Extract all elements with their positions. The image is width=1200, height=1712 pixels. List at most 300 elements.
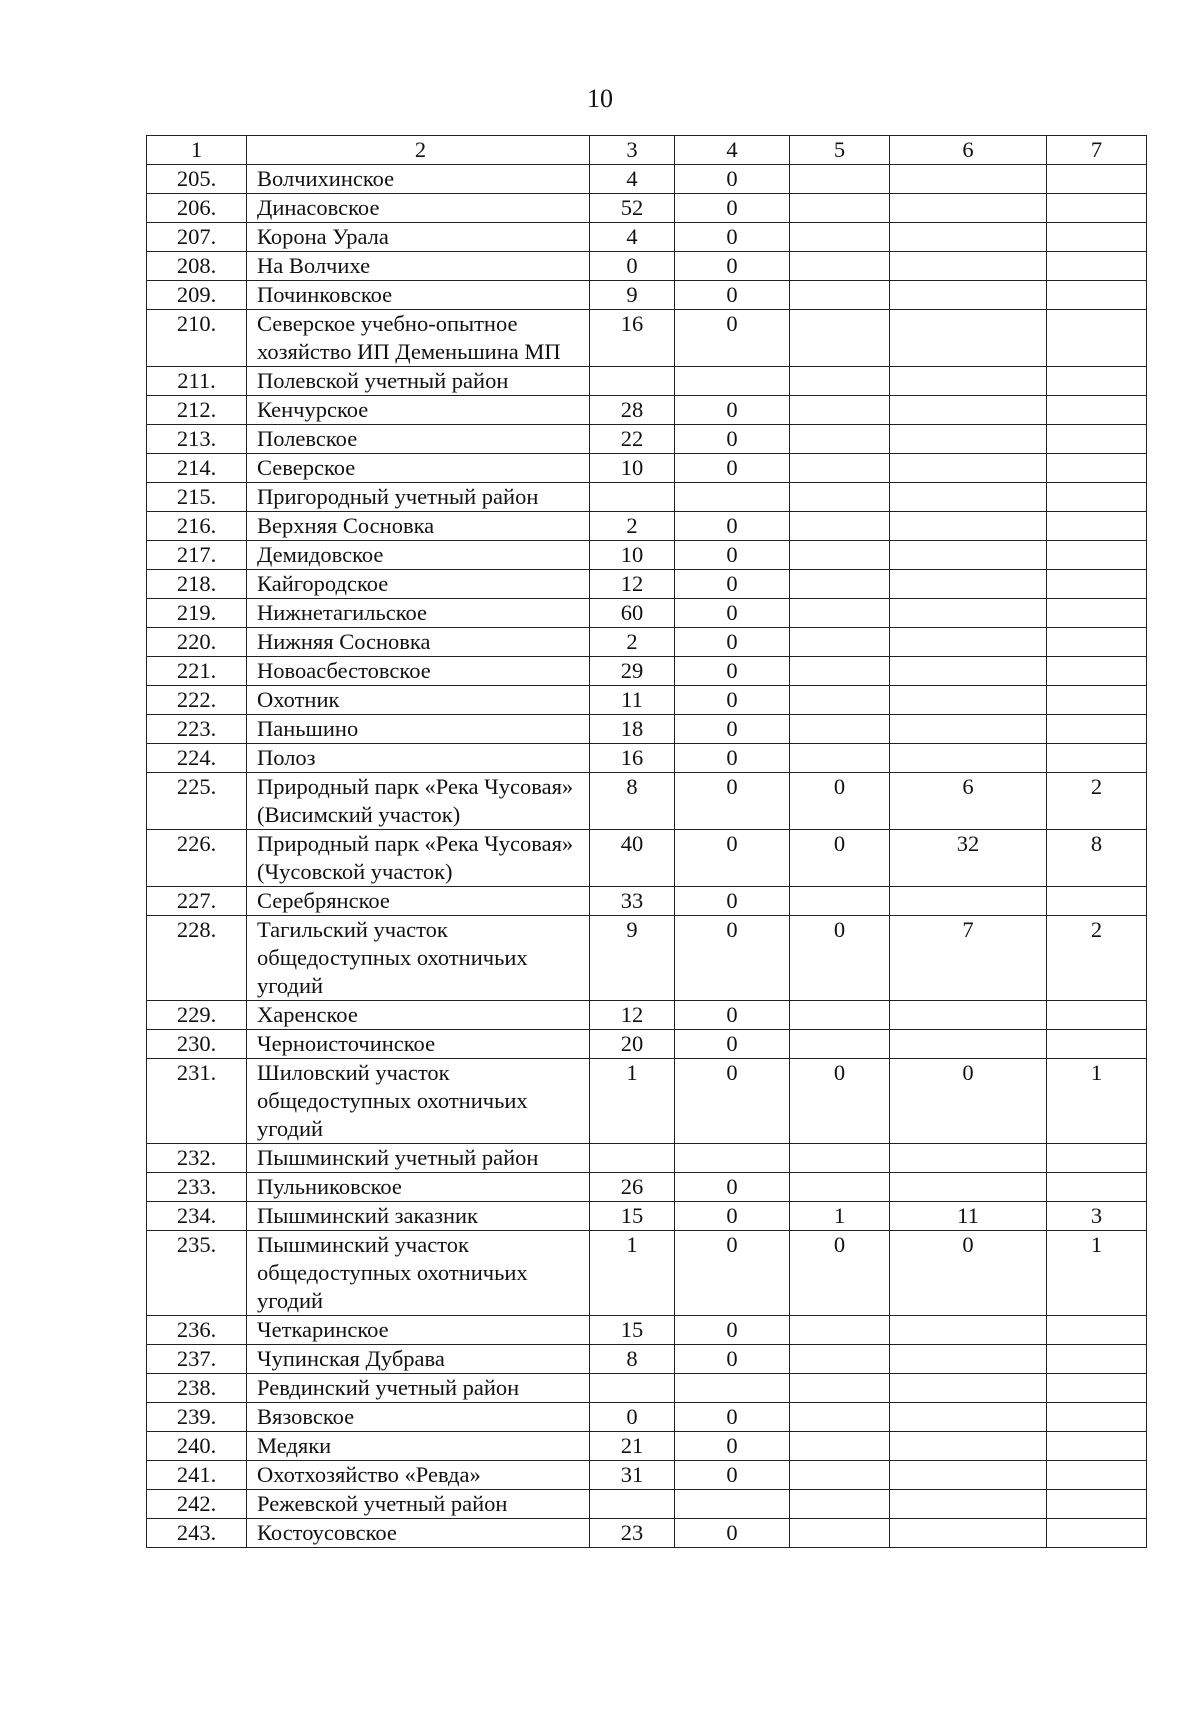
- row-number-cell: 243.: [147, 1519, 247, 1548]
- col3-value-cell: 28: [590, 396, 675, 425]
- col6-value-cell: [890, 628, 1047, 657]
- col6-value-cell: 0: [890, 1231, 1047, 1316]
- hunting-ground-name-cell: Медяки: [247, 1432, 590, 1461]
- hunting-ground-name-cell: Серебрянское: [247, 887, 590, 916]
- col4-value-cell: [675, 1374, 790, 1403]
- row-number-cell: 212.: [147, 396, 247, 425]
- hunting-ground-name-cell: Нижнетагильское: [247, 599, 590, 628]
- col5-value-cell: [790, 657, 890, 686]
- col4-value-cell: [675, 1144, 790, 1173]
- table-row: [147, 1403, 1147, 1432]
- row-number-cell: 215.: [147, 483, 247, 512]
- col5-value-cell: [790, 570, 890, 599]
- col6-value-cell: [890, 1432, 1047, 1461]
- col5-value-cell: [790, 1519, 890, 1548]
- col6-value-cell: [890, 887, 1047, 916]
- column-header-6: 6: [890, 136, 1047, 165]
- col6-value-cell: 0: [890, 1059, 1047, 1144]
- col6-value-cell: [890, 599, 1047, 628]
- col4-value-cell: 0: [675, 541, 790, 570]
- row-number-cell: 242.: [147, 1490, 247, 1519]
- col5-value-cell: [790, 744, 890, 773]
- col5-value-cell: [790, 1432, 890, 1461]
- col7-value-cell: [1047, 1490, 1147, 1519]
- col3-value-cell: 15: [590, 1202, 675, 1231]
- col5-value-cell: 0: [790, 1231, 890, 1316]
- col4-value-cell: 0: [675, 1173, 790, 1202]
- table-row: [147, 281, 1147, 310]
- table-row: [147, 1173, 1147, 1202]
- row-number-cell: 224.: [147, 744, 247, 773]
- col6-value-cell: [890, 396, 1047, 425]
- col5-value-cell: [790, 686, 890, 715]
- col6-value-cell: [890, 1001, 1047, 1030]
- col5-value-cell: [790, 715, 890, 744]
- col4-value-cell: 0: [675, 512, 790, 541]
- hunting-ground-name-cell: Полоз: [247, 744, 590, 773]
- col7-value-cell: [1047, 744, 1147, 773]
- col3-value-cell: 22: [590, 425, 675, 454]
- hunting-ground-name-cell: Динасовское: [247, 194, 590, 223]
- hunting-ground-name-cell: Верхняя Сосновка: [247, 512, 590, 541]
- hunting-ground-name-cell: Нижняя Сосновка: [247, 628, 590, 657]
- col3-value-cell: 10: [590, 541, 675, 570]
- row-number-cell: 217.: [147, 541, 247, 570]
- hunting-ground-name-cell: Северское учебно-опытное хозяйство ИП Деменьшина МП: [247, 310, 590, 367]
- col6-value-cell: [890, 715, 1047, 744]
- row-number-cell: 229.: [147, 1001, 247, 1030]
- col3-value-cell: 0: [590, 1403, 675, 1432]
- col3-value-cell: 20: [590, 1030, 675, 1059]
- table-body: [147, 136, 1147, 1548]
- col3-value-cell: 12: [590, 570, 675, 599]
- col4-value-cell: 0: [675, 916, 790, 1001]
- col3-value-cell: 21: [590, 1432, 675, 1461]
- hunting-ground-name-cell: Черноисточинское: [247, 1030, 590, 1059]
- hunting-ground-name-cell: Пышминский участок общедоступных охотничьих угодий: [247, 1231, 590, 1316]
- hunting-ground-name-cell: Пышминский учетный район: [247, 1144, 590, 1173]
- column-header-4: 4: [675, 136, 790, 165]
- col5-value-cell: [790, 541, 890, 570]
- table-row: [147, 773, 1147, 830]
- col7-value-cell: [1047, 628, 1147, 657]
- row-number-cell: 236.: [147, 1316, 247, 1345]
- table-row: [147, 628, 1147, 657]
- row-number-cell: 231.: [147, 1059, 247, 1144]
- col5-value-cell: 0: [790, 830, 890, 887]
- table-row: [147, 744, 1147, 773]
- col3-value-cell: 60: [590, 599, 675, 628]
- col5-value-cell: [790, 396, 890, 425]
- col5-value-cell: [790, 252, 890, 281]
- row-number-cell: 207.: [147, 223, 247, 252]
- col5-value-cell: [790, 1461, 890, 1490]
- col4-value-cell: 0: [675, 744, 790, 773]
- col7-value-cell: 8: [1047, 830, 1147, 887]
- row-number-cell: 211.: [147, 367, 247, 396]
- row-number-cell: 227.: [147, 887, 247, 916]
- col6-value-cell: [890, 1030, 1047, 1059]
- col7-value-cell: [1047, 454, 1147, 483]
- col6-value-cell: [890, 1144, 1047, 1173]
- col6-value-cell: [890, 165, 1047, 194]
- col6-value-cell: [890, 1345, 1047, 1374]
- col4-value-cell: 0: [675, 715, 790, 744]
- col5-value-cell: [790, 281, 890, 310]
- col7-value-cell: [1047, 541, 1147, 570]
- col7-value-cell: [1047, 1519, 1147, 1548]
- col6-value-cell: [890, 686, 1047, 715]
- col6-value-cell: [890, 252, 1047, 281]
- col7-value-cell: 3: [1047, 1202, 1147, 1231]
- col5-value-cell: 0: [790, 773, 890, 830]
- col6-value-cell: 7: [890, 916, 1047, 1001]
- hunting-ground-name-cell: Четкаринское: [247, 1316, 590, 1345]
- col5-value-cell: [790, 628, 890, 657]
- col3-value-cell: 31: [590, 1461, 675, 1490]
- col7-value-cell: 1: [1047, 1059, 1147, 1144]
- hunting-ground-name-cell: Природный парк «Река Чусовая» (Висимский участок): [247, 773, 590, 830]
- col5-value-cell: [790, 1374, 890, 1403]
- col3-value-cell: [590, 1374, 675, 1403]
- col4-value-cell: 0: [675, 1030, 790, 1059]
- col7-value-cell: 2: [1047, 773, 1147, 830]
- col3-value-cell: 16: [590, 744, 675, 773]
- table-row: [147, 194, 1147, 223]
- col7-value-cell: [1047, 165, 1147, 194]
- col3-value-cell: 8: [590, 773, 675, 830]
- col6-value-cell: [890, 1403, 1047, 1432]
- table-row: [147, 512, 1147, 541]
- col3-value-cell: 4: [590, 223, 675, 252]
- col3-value-cell: [590, 483, 675, 512]
- table-row: [147, 599, 1147, 628]
- table-row: [147, 396, 1147, 425]
- hunting-ground-name-cell: Ревдинский учетный район: [247, 1374, 590, 1403]
- table-row: [147, 425, 1147, 454]
- table-row: [147, 1316, 1147, 1345]
- col3-value-cell: 52: [590, 194, 675, 223]
- col5-value-cell: [790, 1144, 890, 1173]
- row-number-cell: 214.: [147, 454, 247, 483]
- col4-value-cell: 0: [675, 165, 790, 194]
- table-row: [147, 1490, 1147, 1519]
- col6-value-cell: [890, 1374, 1047, 1403]
- col5-value-cell: [790, 1403, 890, 1432]
- col7-value-cell: [1047, 1461, 1147, 1490]
- row-number-cell: 228.: [147, 916, 247, 1001]
- column-header-3: 3: [590, 136, 675, 165]
- col4-value-cell: 0: [675, 657, 790, 686]
- col4-value-cell: 0: [675, 628, 790, 657]
- table-row: [147, 657, 1147, 686]
- col7-value-cell: [1047, 1030, 1147, 1059]
- table-row: [147, 1345, 1147, 1374]
- col6-value-cell: [890, 454, 1047, 483]
- table-row: [147, 310, 1147, 367]
- col4-value-cell: 0: [675, 223, 790, 252]
- col5-value-cell: [790, 599, 890, 628]
- hunting-ground-name-cell: Кайгородское: [247, 570, 590, 599]
- col7-value-cell: [1047, 1403, 1147, 1432]
- col3-value-cell: 9: [590, 281, 675, 310]
- data-table: [146, 135, 1147, 1548]
- col3-value-cell: 2: [590, 512, 675, 541]
- col4-value-cell: 0: [675, 599, 790, 628]
- hunting-ground-name-cell: На Волчихе: [247, 252, 590, 281]
- col7-value-cell: [1047, 512, 1147, 541]
- hunting-ground-name-cell: Пышминский заказник: [247, 1202, 590, 1231]
- table-row: [147, 1202, 1147, 1231]
- col4-value-cell: 0: [675, 686, 790, 715]
- row-number-cell: 208.: [147, 252, 247, 281]
- col7-value-cell: [1047, 1173, 1147, 1202]
- table-row: [147, 483, 1147, 512]
- table-row: [147, 715, 1147, 744]
- hunting-ground-name-cell: Пульниковское: [247, 1173, 590, 1202]
- table-row: [147, 252, 1147, 281]
- col5-value-cell: [790, 194, 890, 223]
- table-row: [147, 1030, 1147, 1059]
- col6-value-cell: [890, 310, 1047, 367]
- hunting-ground-name-cell: Полевское: [247, 425, 590, 454]
- table-row: [147, 570, 1147, 599]
- col3-value-cell: 12: [590, 1001, 675, 1030]
- col6-value-cell: [890, 1519, 1047, 1548]
- col5-value-cell: [790, 1001, 890, 1030]
- row-number-cell: 220.: [147, 628, 247, 657]
- table-row: [147, 887, 1147, 916]
- hunting-ground-name-cell: Новоасбестовское: [247, 657, 590, 686]
- col4-value-cell: 0: [675, 1001, 790, 1030]
- row-number-cell: 238.: [147, 1374, 247, 1403]
- table-row: [147, 1144, 1147, 1173]
- col7-value-cell: [1047, 1001, 1147, 1030]
- col5-value-cell: [790, 1030, 890, 1059]
- col3-value-cell: 18: [590, 715, 675, 744]
- row-number-cell: 234.: [147, 1202, 247, 1231]
- hunting-ground-name-cell: Полевской учетный район: [247, 367, 590, 396]
- col3-value-cell: 10: [590, 454, 675, 483]
- row-number-cell: 213.: [147, 425, 247, 454]
- hunting-ground-name-cell: Тагильский участок общедоступных охотничьих угодий: [247, 916, 590, 1001]
- col6-value-cell: [890, 281, 1047, 310]
- table-row: [147, 165, 1147, 194]
- table-row: [147, 686, 1147, 715]
- col5-value-cell: [790, 887, 890, 916]
- col3-value-cell: 9: [590, 916, 675, 1001]
- col4-value-cell: 0: [675, 1403, 790, 1432]
- col6-value-cell: [890, 425, 1047, 454]
- col4-value-cell: 0: [675, 281, 790, 310]
- col6-value-cell: [890, 657, 1047, 686]
- table-row: [147, 367, 1147, 396]
- col3-value-cell: 16: [590, 310, 675, 367]
- col4-value-cell: 0: [675, 396, 790, 425]
- table-row: [147, 1374, 1147, 1403]
- col4-value-cell: 0: [675, 1432, 790, 1461]
- column-header-2: 2: [247, 136, 590, 165]
- row-number-cell: 240.: [147, 1432, 247, 1461]
- col7-value-cell: [1047, 223, 1147, 252]
- col5-value-cell: 0: [790, 1059, 890, 1144]
- page-number: 10: [587, 84, 613, 113]
- col5-value-cell: [790, 1345, 890, 1374]
- col4-value-cell: 0: [675, 1519, 790, 1548]
- col6-value-cell: [890, 1316, 1047, 1345]
- col7-value-cell: [1047, 1316, 1147, 1345]
- col5-value-cell: [790, 454, 890, 483]
- col7-value-cell: [1047, 194, 1147, 223]
- hunting-ground-name-cell: Костоусовское: [247, 1519, 590, 1548]
- col3-value-cell: [590, 367, 675, 396]
- table-row: [147, 1001, 1147, 1030]
- hunting-ground-name-cell: Демидовское: [247, 541, 590, 570]
- col4-value-cell: 0: [675, 194, 790, 223]
- col6-value-cell: [890, 194, 1047, 223]
- col3-value-cell: [590, 1144, 675, 1173]
- col5-value-cell: [790, 512, 890, 541]
- col7-value-cell: [1047, 310, 1147, 367]
- col7-value-cell: [1047, 483, 1147, 512]
- col7-value-cell: [1047, 887, 1147, 916]
- table-header-row: [147, 136, 1147, 165]
- col7-value-cell: [1047, 715, 1147, 744]
- col6-value-cell: [890, 483, 1047, 512]
- col7-value-cell: [1047, 281, 1147, 310]
- column-header-1: 1: [147, 136, 247, 165]
- col6-value-cell: [890, 512, 1047, 541]
- col4-value-cell: 0: [675, 1345, 790, 1374]
- col3-value-cell: 40: [590, 830, 675, 887]
- col6-value-cell: 11: [890, 1202, 1047, 1231]
- col6-value-cell: [890, 367, 1047, 396]
- col4-value-cell: 0: [675, 1231, 790, 1316]
- row-number-cell: 233.: [147, 1173, 247, 1202]
- col7-value-cell: [1047, 1144, 1147, 1173]
- col4-value-cell: 0: [675, 310, 790, 367]
- col5-value-cell: [790, 165, 890, 194]
- col3-value-cell: 1: [590, 1059, 675, 1144]
- col3-value-cell: 15: [590, 1316, 675, 1345]
- table-row: [147, 1519, 1147, 1548]
- col3-value-cell: 4: [590, 165, 675, 194]
- col4-value-cell: [675, 483, 790, 512]
- col4-value-cell: 0: [675, 454, 790, 483]
- col5-value-cell: [790, 310, 890, 367]
- column-header-5: 5: [790, 136, 890, 165]
- col4-value-cell: 0: [675, 570, 790, 599]
- col6-value-cell: [890, 223, 1047, 252]
- col4-value-cell: 0: [675, 1316, 790, 1345]
- row-number-cell: 225.: [147, 773, 247, 830]
- row-number-cell: 206.: [147, 194, 247, 223]
- col7-value-cell: [1047, 686, 1147, 715]
- row-number-cell: 221.: [147, 657, 247, 686]
- hunting-ground-name-cell: Охотник: [247, 686, 590, 715]
- table-row: [147, 454, 1147, 483]
- col4-value-cell: 0: [675, 1461, 790, 1490]
- col6-value-cell: 6: [890, 773, 1047, 830]
- row-number-cell: 230.: [147, 1030, 247, 1059]
- col5-value-cell: [790, 1490, 890, 1519]
- table-row: [147, 1059, 1147, 1144]
- col6-value-cell: [890, 541, 1047, 570]
- col7-value-cell: 1: [1047, 1231, 1147, 1316]
- col6-value-cell: [890, 744, 1047, 773]
- col4-value-cell: [675, 1490, 790, 1519]
- table-row: [147, 1432, 1147, 1461]
- col4-value-cell: 0: [675, 773, 790, 830]
- col5-value-cell: 0: [790, 916, 890, 1001]
- row-number-cell: 219.: [147, 599, 247, 628]
- col6-value-cell: [890, 1490, 1047, 1519]
- row-number-cell: 237.: [147, 1345, 247, 1374]
- hunting-ground-name-cell: Пригородный учетный район: [247, 483, 590, 512]
- hunting-ground-name-cell: Охотхозяйство «Ревда»: [247, 1461, 590, 1490]
- col3-value-cell: 11: [590, 686, 675, 715]
- col5-value-cell: [790, 483, 890, 512]
- row-number-cell: 209.: [147, 281, 247, 310]
- col4-value-cell: 0: [675, 425, 790, 454]
- col7-value-cell: 2: [1047, 916, 1147, 1001]
- table-row: [147, 916, 1147, 1001]
- col7-value-cell: [1047, 1345, 1147, 1374]
- hunting-ground-name-cell: Харенское: [247, 1001, 590, 1030]
- col7-value-cell: [1047, 657, 1147, 686]
- col5-value-cell: [790, 1316, 890, 1345]
- col3-value-cell: 26: [590, 1173, 675, 1202]
- col3-value-cell: 8: [590, 1345, 675, 1374]
- col4-value-cell: 0: [675, 252, 790, 281]
- col7-value-cell: [1047, 570, 1147, 599]
- column-header-7: 7: [1047, 136, 1147, 165]
- col4-value-cell: [675, 367, 790, 396]
- col6-value-cell: [890, 1461, 1047, 1490]
- col5-value-cell: [790, 1173, 890, 1202]
- hunting-ground-name-cell: Волчихинское: [247, 165, 590, 194]
- hunting-ground-name-cell: Шиловский участок общедоступных охотничьих угодий: [247, 1059, 590, 1144]
- col5-value-cell: [790, 425, 890, 454]
- hunting-ground-name-cell: Кенчурское: [247, 396, 590, 425]
- col6-value-cell: [890, 570, 1047, 599]
- hunting-ground-name-cell: Северское: [247, 454, 590, 483]
- row-number-cell: 239.: [147, 1403, 247, 1432]
- hunting-ground-name-cell: Природный парк «Река Чусовая» (Чусовской участок): [247, 830, 590, 887]
- table-row: [147, 830, 1147, 887]
- hunting-ground-name-cell: Паньшино: [247, 715, 590, 744]
- hunting-ground-name-cell: Корона Урала: [247, 223, 590, 252]
- col3-value-cell: 1: [590, 1231, 675, 1316]
- col5-value-cell: [790, 223, 890, 252]
- col3-value-cell: [590, 1490, 675, 1519]
- hunting-ground-name-cell: Починковское: [247, 281, 590, 310]
- col3-value-cell: 33: [590, 887, 675, 916]
- row-number-cell: 216.: [147, 512, 247, 541]
- hunting-ground-name-cell: Режевской учетный район: [247, 1490, 590, 1519]
- row-number-cell: 223.: [147, 715, 247, 744]
- col5-value-cell: 1: [790, 1202, 890, 1231]
- col3-value-cell: 2: [590, 628, 675, 657]
- col7-value-cell: [1047, 599, 1147, 628]
- hunting-ground-name-cell: Вязовское: [247, 1403, 590, 1432]
- table-row: [147, 541, 1147, 570]
- row-number-cell: 232.: [147, 1144, 247, 1173]
- col7-value-cell: [1047, 1432, 1147, 1461]
- row-number-cell: 222.: [147, 686, 247, 715]
- col6-value-cell: 32: [890, 830, 1047, 887]
- row-number-cell: 210.: [147, 310, 247, 367]
